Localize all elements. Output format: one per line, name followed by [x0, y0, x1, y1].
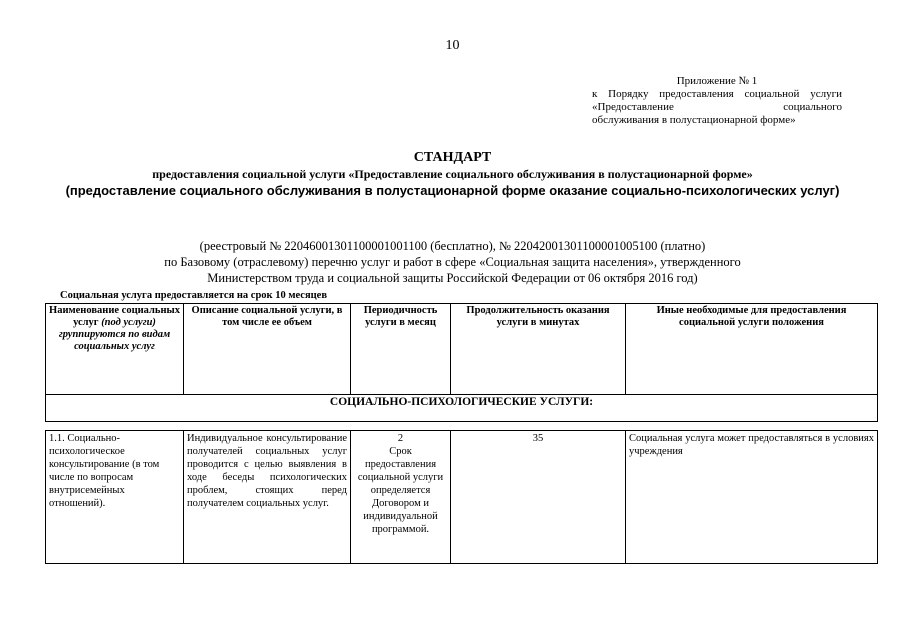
document-heading: СТАНДАРТ [413, 150, 492, 165]
row-description: Индивидуальное консультирование получателей социальных услуг проводится с целью выявления в ходе беседы психологических проблем, стоящих перед получателем социальных услуг. [184, 431, 351, 564]
section-row [46, 395, 878, 422]
registry-info [40, 238, 865, 286]
page-number: 10 [445, 38, 460, 53]
registry-line-1: (реестровый № 22046001301100001001100 (бесплатно), № 22042001301100001005100 (платно) [199, 239, 706, 253]
standard-table [45, 303, 878, 564]
row-frequency-note: Срок предоставления социальной услуги определяется Договором и индивидуальной программой. [357, 446, 444, 535]
row-duration: 35 [451, 431, 626, 564]
row-other: Социальная услуга может предоставляться в условиях учреждения [626, 431, 878, 564]
gap-row [46, 422, 878, 431]
header-duration: Продолжительность оказания услуги в минутах [451, 304, 626, 395]
row-frequency-cell [351, 431, 451, 564]
header-other: Иные необходимые для предоставления социальной услуги положения [626, 304, 878, 395]
annex-note [592, 75, 842, 127]
annex-body: к Порядку предоставления социальной услуги «Предоставление социального [592, 88, 842, 113]
table-header-row [46, 304, 878, 395]
annex-last-line: обслуживания в полустационарной форме» [592, 114, 796, 126]
header-service-name [46, 304, 184, 395]
header-frequency: Периодичность услуги в месяц [351, 304, 451, 395]
row-frequency: 2 [397, 433, 404, 444]
document-subtitle-2: (предоставление социального обслуживания в полустационарной форме оказание социально-психологических услуг) [65, 183, 840, 198]
header-service-name-italic: (под услуги) группируются по видам социальных услуг [58, 317, 171, 352]
table-row [46, 431, 878, 564]
header-service-name-main: Наименование социальных услуг [49, 305, 180, 328]
section-title: СОЦИАЛЬНО-ПСИХОЛОГИЧЕСКИЕ УСЛУГИ: [46, 395, 878, 422]
document-title-block [40, 149, 865, 199]
registry-line-2: по Базовому (отраслевому) перечню услуг и работ в сфере «Социальная защита населения», утвержденного [164, 255, 741, 269]
registry-line-3: Министерством труда и социальной защиты Российской Федерации от 06 октября 2016 год) [207, 271, 698, 285]
term-note: Социальная услуга предоставляется на срок 10 месяцев [60, 290, 328, 301]
gap-cell [46, 422, 878, 431]
header-description: Описание социальной услуги, в том числе ее объем [184, 304, 351, 395]
row-service-name: 1.1. Социально-психологическое консультирование (в том числе по вопросам внутрисемейных отношений). [46, 431, 184, 564]
annex-title: Приложение № 1 [676, 75, 758, 87]
document-subtitle: предоставления социальной услуги «Предоставление социального обслуживания в полустационарной форме» [152, 167, 753, 181]
